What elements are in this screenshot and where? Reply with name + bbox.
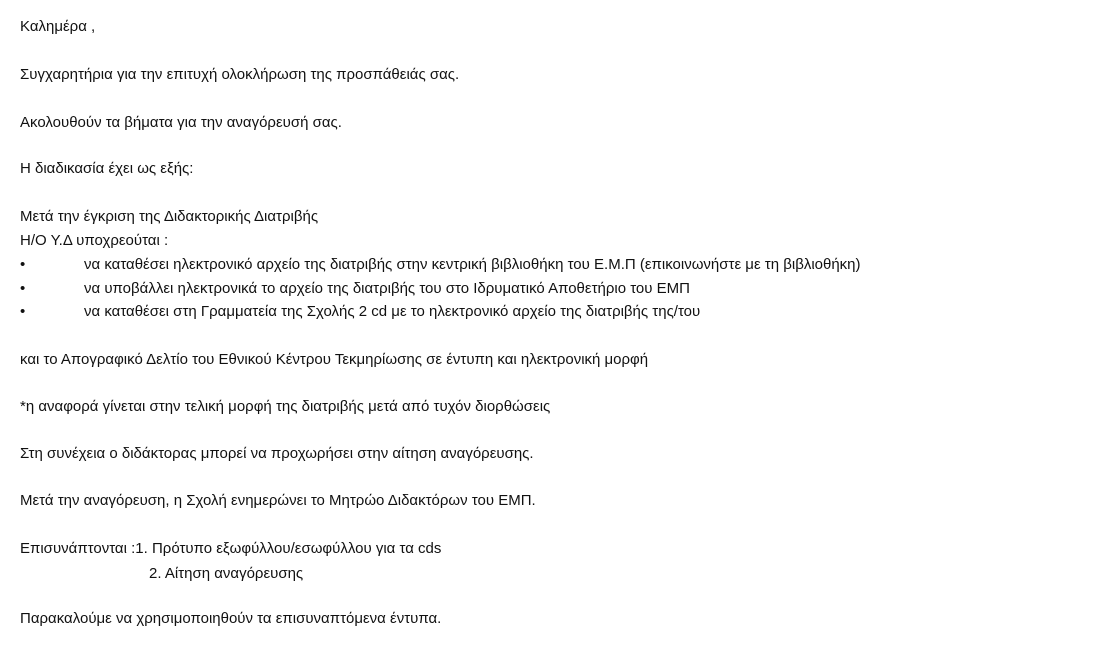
procedure-intro-line: Η διαδικασία έχει ως εξής: — [20, 160, 194, 177]
attachment-item: 2. Αίτηση αναγόρευσης — [149, 565, 304, 582]
attachments-line — [20, 539, 441, 559]
attachment-item: 1. Πρότυπο εξωφύλλου/εσωφύλλου για τα cds — [135, 540, 442, 557]
census-form-line: και το Απογραφικό Δελτίο του Εθνικού Κέντρου Τεκμηρίωσης σε έντυπη και ηλεκτρονική μορφή — [20, 351, 649, 368]
obligation-line: Η/Ο Υ.Δ υποχρεούται : — [20, 232, 169, 249]
greeting-line: Καλημέρα , — [20, 18, 96, 35]
congratulations-line: Συγχαρητήρια για την επιτυχή ολοκλήρωση της προσπάθειάς σας. — [20, 66, 460, 83]
bullet-item — [20, 255, 1100, 275]
bullet-text: να υποβάλλει ηλεκτρονικά το αρχείο της διατριβής του στο Ιδρυματικό Αποθετήριο του ΕΜΠ — [84, 280, 690, 297]
footnote-line: *η αναφορά γίνεται στην τελική μορφή της διατριβής μετά από τυχόν διορθώσεις — [20, 398, 551, 415]
steps-intro-line: Ακολουθούν τα βήματα για την αναγόρευσή σας. — [20, 114, 342, 131]
bullet-icon: • — [20, 303, 26, 320]
bullet-item — [20, 302, 1100, 322]
bullet-item — [20, 279, 1100, 299]
bullet-icon: • — [20, 256, 26, 273]
bullet-icon: • — [20, 280, 26, 297]
bullet-text: να καταθέσει στη Γραμματεία της Σχολής 2 cd με το ηλεκτρονικό αρχείο της διατριβής της/του — [84, 303, 701, 320]
after-promotion-line: Μετά την αναγόρευση, η Σχολή ενημερώνει το Μητρώο Διδακτόρων του ΕΜΠ. — [20, 492, 536, 509]
attachments-label: Επισυνάπτονται : — [20, 540, 136, 557]
bullet-text: να καταθέσει ηλεκτρονικό αρχείο της διατριβής στην κεντρική βιβλιοθήκη του Ε.Μ.Π (επικοινωνήστε με τη βιβλιοθήκη) — [84, 256, 861, 273]
closing-line: Παρακαλούμε να χρησιμοποιηθούν τα επισυναπτόμενα έντυπα. — [20, 610, 442, 627]
after-approval-line: Μετά την έγκριση της Διδακτορικής Διατριβής — [20, 208, 319, 225]
next-step-line: Στη συνέχεια ο διδάκτορας μπορεί να προχωρήσει στην αίτηση αναγόρευσης. — [20, 445, 534, 462]
